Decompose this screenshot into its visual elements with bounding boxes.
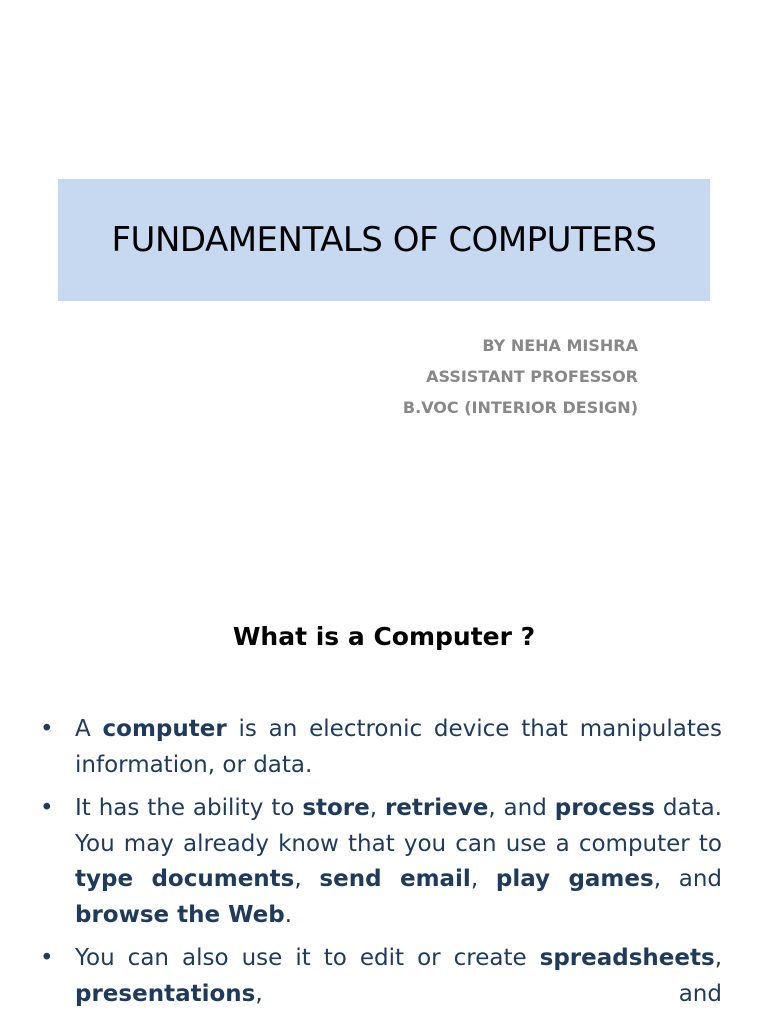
keyword: play games xyxy=(495,866,654,892)
bullet-text: , and xyxy=(488,795,555,821)
bullet-item xyxy=(40,712,722,783)
keyword: browse the Web xyxy=(75,901,285,928)
keyword: presentations xyxy=(75,980,256,1007)
author-name: BY NEHA MISHRA xyxy=(482,336,638,355)
slide-heading: What is a Computer ? xyxy=(232,622,536,651)
author-position: ASSISTANT PROFESSOR xyxy=(426,367,638,386)
bullet-text: data. You may already know that you can use a computer to xyxy=(75,795,722,857)
bullet-list xyxy=(40,712,722,1020)
keyword: type documents xyxy=(75,866,295,892)
bullet-text: . xyxy=(284,901,293,928)
keyword: send email xyxy=(319,866,471,892)
slide-title: FUNDAMENTALS OF COMPUTERS xyxy=(111,220,657,260)
keyword: retrieve xyxy=(384,795,489,821)
bullet-text: You can also use it to edit or create xyxy=(75,945,540,971)
bullet-text: , xyxy=(369,795,385,821)
author-department: B.VOC (INTERIOR DESIGN) xyxy=(402,398,638,417)
bullet-text: , and xyxy=(255,980,722,1007)
bullet-text: , xyxy=(470,866,496,892)
keyword: spreadsheets xyxy=(539,945,715,971)
bullet-text: , xyxy=(294,866,320,892)
content-slide xyxy=(0,560,768,1024)
author-byline xyxy=(403,330,638,423)
bullet-item xyxy=(40,941,722,1012)
keyword: store xyxy=(302,795,370,821)
keyword: process xyxy=(554,795,655,821)
title-banner xyxy=(58,179,710,301)
bullet-text: is an electronic device that manipulates information, or data. xyxy=(75,716,723,778)
bullet-text: A xyxy=(75,716,103,742)
bullet-item xyxy=(40,791,722,933)
bullet-text: It has the ability to xyxy=(75,795,303,821)
bullet-text: , xyxy=(714,945,722,971)
keyword: computer xyxy=(102,716,227,742)
bullet-text: , and xyxy=(653,866,722,892)
